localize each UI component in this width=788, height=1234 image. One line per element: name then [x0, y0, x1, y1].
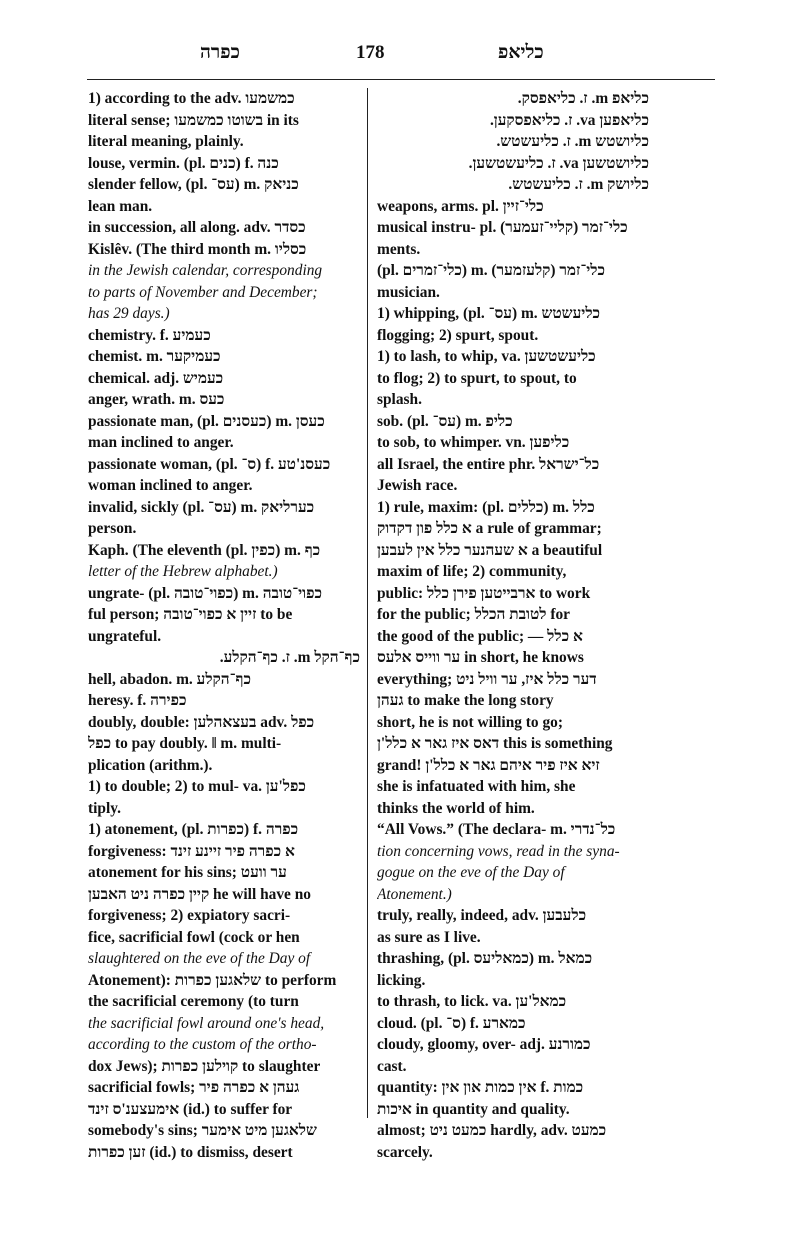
dictionary-line: forgiveness; 2) expiatory sacri- — [88, 907, 291, 924]
dictionary-line: cloudy, gloomy, over- adj. כמורנע — [377, 1036, 591, 1053]
dictionary-line: קיין כפרה ניט האבען he will have no — [88, 885, 311, 903]
dictionary-line: Atonement.) — [377, 885, 452, 903]
dictionary-line: א שעהנער כלל אין לעבען a beautiful — [377, 541, 603, 559]
dictionary-line: to parts of November and December; — [88, 283, 318, 301]
dictionary-line: ful person; זיין א כפוי־טובה to be — [88, 606, 293, 623]
dictionary-line: gogue on the eve of the Day of — [377, 864, 565, 881]
dictionary-line: chemist. m. כעמיקער — [88, 348, 221, 365]
dictionary-line: hell, abadon. m. כף־הקלע — [88, 670, 252, 688]
dictionary-line: maxim of life; 2) community, — [377, 563, 567, 580]
dictionary-line: fice, sacrificial fowl (cock or hen — [88, 928, 300, 946]
dictionary-line: the good of the public; — א כלל — [377, 627, 583, 645]
dictionary-line: tiply. — [88, 799, 121, 817]
dictionary-line: anger, wrath. m. כעס — [88, 391, 225, 408]
dictionary-line: כליאפען va. ז. כליאפסקען. — [489, 111, 649, 129]
page-number: 178 — [356, 42, 385, 63]
running-head-right: כליאפ — [498, 42, 544, 63]
dictionary-line: ungrateful. — [88, 627, 162, 645]
dictionary-line: all Israel, the entire phr. כל־ישראל — [377, 455, 600, 473]
dictionary-line: forgiveness: א כפרה פיר זיינע זינד — [88, 842, 295, 860]
dictionary-line: splash. — [377, 391, 422, 408]
dictionary-line: somebody's sins; שלאגען מיט אימער — [88, 1122, 317, 1139]
dictionary-line: tion concerning vows, read in the syna- — [377, 842, 620, 860]
dictionary-line: literal meaning, plainly. — [88, 133, 244, 150]
dictionary-line: cast. — [377, 1057, 407, 1075]
dictionary-line: ungrate- (pl. כפוי־טובה) m. כפוי־טובה — [88, 584, 322, 602]
dictionary-line: licking. — [377, 971, 426, 989]
dictionary-line: Kislêv. (The third month m. כסליו — [88, 240, 307, 258]
dictionary-line: to thrash, to lick. va. כמאל'ען — [377, 993, 567, 1010]
dictionary-line: זען כפרות (id.) to dismiss, desert — [88, 1143, 293, 1161]
dictionary-line: to sob, to whimper. vn. כליפען — [377, 434, 570, 451]
dictionary-line: scarcely. — [377, 1143, 433, 1161]
dictionary-line: אימעצענ'ס זינד (id.) to suffer for — [88, 1100, 293, 1118]
dictionary-line: כף־הקל m. ז. כף־הקלע. — [219, 649, 360, 666]
dictionary-line: louse, vermin. (pl. כנים) f. כנה — [88, 154, 279, 172]
dictionary-line: man inclined to anger. — [88, 434, 234, 451]
dictionary-line: atonement for his sins; ער וועט — [88, 864, 287, 881]
dictionary-line: 1) atonement, (pl. כפרות) f. כפרה — [88, 821, 299, 838]
dictionary-line: short, he is not willing to go; — [377, 713, 563, 731]
dictionary-line: has 29 days.) — [88, 305, 170, 322]
dictionary-line: almost; כמעט ניט hardly, adv. כמעט — [377, 1122, 607, 1139]
dictionary-line: the sacrificial fowl around one's head, — [88, 1014, 325, 1032]
dictionary-line: sob. (pl. עס־) m. כליפ — [377, 412, 513, 430]
dictionary-line: 1) to lash, to whip, va. כליעשטשען — [377, 348, 596, 365]
dictionary-line: cloud. (pl. ס־) f. כמארע — [377, 1014, 526, 1032]
dictionary-line: grand! זיא איז פיר איהם גאר א כלל'ן — [377, 756, 600, 774]
dictionary-line: as sure as I live. — [377, 928, 481, 946]
dictionary-line: person. — [88, 520, 137, 537]
right-column — [377, 88, 649, 1163]
dictionary-line: quantity: אין כמות און אין f. כמות — [377, 1079, 584, 1096]
header-rule — [87, 79, 715, 80]
running-head-left: כפרה — [200, 42, 240, 63]
dictionary-line: plication (arithm.). — [88, 756, 213, 774]
dictionary-line: 1) to double; 2) to mul- va. כפל'ען — [88, 778, 306, 795]
dictionary-line: כפל to pay doubly. ‖ m. multi- — [88, 735, 282, 752]
dictionary-line: slaughtered on the eve of the Day of — [88, 950, 311, 967]
dictionary-line: thrashing, (pl. כמאליעס) m. כמאל — [377, 950, 593, 967]
dictionary-line: flogging; 2) spurt, spout. — [377, 326, 539, 344]
dictionary-line: passionate man, (pl. כעסנים) m. כעסן — [88, 412, 325, 430]
dictionary-line: she is infatuated with him, she — [377, 778, 576, 795]
dictionary-line: כליושטשען va. ז. כליעשטשען. — [468, 154, 649, 172]
dictionary-line: “All Vows.” (The declara- m. כל־נדרי — [377, 821, 616, 838]
dictionary-line: to flog; 2) to spurt, to spout, to — [377, 369, 577, 387]
dictionary-line: כליאפ m. ז. כליאפסק. — [517, 90, 649, 107]
dictionary-line: literal sense; בשוטו כמשמעו in its — [88, 111, 299, 129]
left-column — [88, 88, 360, 1163]
dictionary-line: musician. — [377, 283, 440, 301]
dictionary-line: the sacrificial ceremony (to turn — [88, 993, 299, 1010]
dictionary-line: Atonement): שלאגען כפרות to perform — [88, 971, 337, 989]
dictionary-line: public: ארבייטען פירן כלל to work — [377, 584, 591, 602]
dictionary-line: sacrificial fowls; געהן א כפרה פיר — [88, 1079, 300, 1096]
dictionary-line: (pl. כלי־זמרים) m. (קלעזמער) כלי־זמר — [377, 262, 605, 279]
dictionary-line: 1) rule, maxim: (pl. כללים) m. כלל — [377, 498, 595, 516]
dictionary-line: thinks the world of him. — [377, 799, 535, 817]
dictionary-line: Kaph. (The eleventh (pl. כפין) m. כף — [88, 541, 321, 559]
dictionary-line: for the public; לטובת הכלל for — [377, 606, 570, 623]
dictionary-line: 1) according to the adv. כמשמעו — [88, 90, 295, 107]
dictionary-line: כליושטש m. ז. כליעשטש. — [496, 133, 649, 150]
dictionary-line: איכות in quantity and quality. — [377, 1100, 570, 1118]
dictionary-line: weapons, arms. pl. כלי־זיין — [377, 197, 544, 215]
dictionary-line: דאס איז גאר א כלל'ן this is something — [377, 735, 613, 752]
dictionary-line: everything; דער כלל איז, ער וויל ניט — [377, 670, 597, 688]
dictionary-line: woman inclined to anger. — [88, 477, 253, 494]
dictionary-line: געהן to make the long story — [377, 692, 554, 709]
dictionary-line: א כלל פון דקדוק a rule of grammar; — [377, 520, 602, 537]
dictionary-line: chemistry. f. כעמיע — [88, 326, 211, 344]
column-divider — [367, 88, 368, 1118]
dictionary-line: in succession, all along. adv. כסדר — [88, 219, 306, 236]
dictionary-line: כליושק m. ז. כליעשטש. — [508, 176, 649, 193]
dictionary-line: truly, really, indeed, adv. כלעבען — [377, 907, 587, 924]
dictionary-line: letter of the Hebrew alphabet.) — [88, 563, 278, 580]
dictionary-line: chemical. adj. כעמיש — [88, 369, 224, 387]
dictionary-line: invalid, sickly (pl. עס־) m. כערליאק — [88, 498, 315, 516]
dictionary-line: ער ווייס אלעס in short, he knows — [377, 649, 584, 666]
dictionary-line: according to the custom of the ortho- — [88, 1036, 317, 1053]
dictionary-line: passionate woman, (pl. ס־) f. כעסנ'טע — [88, 455, 331, 473]
dictionary-line: doubly, double: בעצאהלען adv. כפל — [88, 713, 315, 731]
dictionary-line: ments. — [377, 240, 421, 258]
dictionary-line: Jewish race. — [377, 477, 458, 494]
dictionary-line: dox Jews); קוילען כפרות to slaughter — [88, 1057, 321, 1075]
dictionary-line: slender fellow, (pl. עס־) m. כניאק — [88, 176, 299, 193]
dictionary-line: heresy. f. כפירה — [88, 692, 187, 709]
dictionary-line: musical instru- pl. (קליי־זעמער) כלי־זמר — [377, 219, 628, 236]
dictionary-line: 1) whipping, (pl. עס־) m. כליעשטש — [377, 305, 601, 322]
dictionary-line: in the Jewish calendar, corresponding — [88, 262, 323, 279]
dictionary-line: lean man. — [88, 197, 153, 215]
